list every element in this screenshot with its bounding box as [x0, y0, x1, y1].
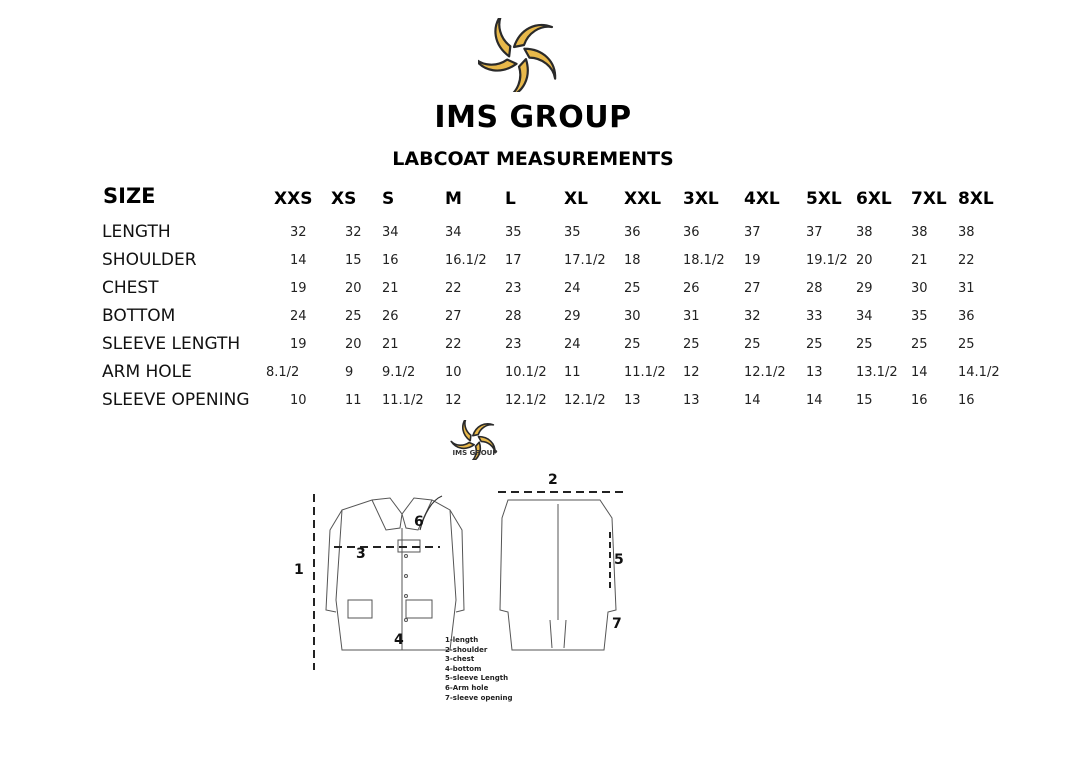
table-cell: 34: [856, 309, 873, 324]
size-column-header: S: [382, 189, 395, 209]
table-cell: 21: [911, 253, 928, 268]
table-cell: 29: [564, 309, 581, 324]
table-cell: 25: [806, 337, 823, 352]
table-cell: 10.1/2: [505, 365, 547, 380]
legend-item: 2-shoulder: [445, 645, 488, 654]
table-cell: 16: [958, 393, 975, 408]
table-cell: 24: [564, 337, 581, 352]
table-cell: 19: [744, 253, 761, 268]
marker-6: 6: [414, 514, 424, 530]
measurement-label: CHEST: [102, 278, 159, 298]
size-column-header: XXL: [624, 189, 662, 209]
table-cell: 25: [958, 337, 975, 352]
table-cell: 8.1/2: [266, 365, 300, 380]
table-cell: 29: [856, 281, 873, 296]
table-cell: 25: [911, 337, 928, 352]
size-column-header: XL: [564, 189, 588, 209]
legend-item: 6-Arm hole: [445, 683, 489, 692]
table-cell: 35: [911, 309, 928, 324]
table-cell: 14: [290, 253, 307, 268]
legend-item: 1-length: [445, 636, 479, 644]
table-cell: 17.1/2: [564, 253, 606, 268]
legend-item: 4-bottom: [445, 664, 482, 673]
diagram-legend: [445, 636, 513, 703]
table-cell: 19: [290, 281, 307, 296]
measurement-label: ARM HOLE: [102, 362, 192, 382]
table-cell: 26: [683, 281, 700, 296]
table-cell: 16: [382, 253, 399, 268]
table-cell: 13: [683, 393, 700, 408]
table-cell: 9: [345, 365, 354, 380]
table-cell: 14: [911, 365, 928, 380]
table-cell: 13.1/2: [856, 365, 898, 380]
size-column-header: XS: [331, 189, 357, 209]
legend-item: 5-sleeve Length: [445, 674, 509, 683]
measurement-label: SLEEVE LENGTH: [102, 334, 241, 354]
table-cell: 35: [505, 225, 522, 240]
table-cell: 18.1/2: [683, 253, 725, 268]
table-cell: 25: [624, 337, 641, 352]
table-cell: 9.1/2: [382, 365, 416, 380]
table-cell: 20: [856, 253, 873, 268]
table-cell: 31: [958, 281, 975, 296]
table-cell: 20: [345, 337, 362, 352]
brand-name: IMS GROUP: [434, 100, 632, 135]
table-cell: 22: [445, 337, 462, 352]
table-cell: 10: [445, 365, 462, 380]
measurement-label: LENGTH: [102, 222, 171, 242]
marker-1: 1: [294, 562, 304, 578]
table-cell: 12.1/2: [564, 393, 606, 408]
marker-4: 4: [394, 632, 404, 648]
table-cell: 26: [382, 309, 399, 324]
table-cell: 18: [624, 253, 641, 268]
table-cell: 23: [505, 281, 522, 296]
table-cell: 32: [744, 309, 761, 324]
table-cell: 38: [856, 225, 873, 240]
table-cell: 20: [345, 281, 362, 296]
table-cell: 12: [445, 393, 462, 408]
measurement-label: BOTTOM: [102, 306, 176, 326]
size-column-header: XXS: [274, 189, 313, 209]
table-cell: 21: [382, 337, 399, 352]
table-cell: 24: [290, 309, 307, 324]
table-cell: 34: [382, 225, 399, 240]
table-cell: 30: [624, 309, 641, 324]
size-column-header: 7XL: [911, 189, 947, 209]
table-cell: 16: [911, 393, 928, 408]
table-cell: 32: [290, 225, 307, 240]
page-title: LABCOAT MEASUREMENTS: [392, 148, 674, 170]
table-cell: 12: [683, 365, 700, 380]
table-cell: 14.1/2: [958, 365, 1000, 380]
size-column-header: 6XL: [856, 189, 892, 209]
table-cell: 28: [505, 309, 522, 324]
table-cell: 19.1/2: [806, 253, 848, 268]
table-cell: 25: [683, 337, 700, 352]
legend-item: 7-sleeve opening: [445, 693, 513, 702]
size-column-header: 8XL: [958, 189, 994, 209]
table-cell: 30: [911, 281, 928, 296]
table-cell: 15: [856, 393, 873, 408]
table-cell: 33: [806, 309, 823, 324]
marker-7: 7: [612, 616, 622, 632]
size-column-header: M: [445, 189, 462, 209]
table-cell: 13: [806, 365, 823, 380]
measurement-label: SHOULDER: [102, 250, 197, 270]
marker-5: 5: [614, 552, 624, 568]
table-cell: 27: [445, 309, 462, 324]
table-cell: 22: [958, 253, 975, 268]
legend-item: 3-chest: [445, 655, 475, 664]
table-cell: 12.1/2: [744, 365, 786, 380]
marker-3: 3: [356, 546, 366, 562]
table-cell: 14: [744, 393, 761, 408]
table-cell: 13: [624, 393, 641, 408]
table-cell: 37: [806, 225, 823, 240]
table-cell: 19: [290, 337, 307, 352]
front-coat-outline: [336, 498, 456, 650]
table-cell: 38: [958, 225, 975, 240]
size-column-header: 4XL: [744, 189, 780, 209]
table-cell: 25: [624, 281, 641, 296]
table-cell: 11: [345, 393, 362, 408]
table-cell: 25: [345, 309, 362, 324]
table-cell: 11.1/2: [382, 393, 424, 408]
table-cell: 35: [564, 225, 581, 240]
table-cell: 36: [683, 225, 700, 240]
table-cell: 36: [624, 225, 641, 240]
small-logo-text: IMS GROUP: [452, 449, 498, 457]
size-header: SIZE: [103, 184, 156, 208]
table-cell: 25: [856, 337, 873, 352]
table-cell: 21: [382, 281, 399, 296]
table-cell: 34: [445, 225, 462, 240]
table-cell: 27: [744, 281, 761, 296]
ims-group-logo: [478, 18, 558, 92]
table-cell: 37: [744, 225, 761, 240]
table-cell: 31: [683, 309, 700, 324]
table-cell: 28: [806, 281, 823, 296]
table-cell: 11.1/2: [624, 365, 666, 380]
size-column-header: 5XL: [806, 189, 842, 209]
table-cell: 24: [564, 281, 581, 296]
table-cell: 38: [911, 225, 928, 240]
table-cell: 22: [445, 281, 462, 296]
size-column-header: L: [505, 189, 516, 209]
table-cell: 15: [345, 253, 362, 268]
table-cell: 23: [505, 337, 522, 352]
marker-2: 2: [548, 472, 558, 488]
table-cell: 17: [505, 253, 522, 268]
table-cell: 14: [806, 393, 823, 408]
measurement-label: SLEEVE OPENING: [102, 390, 250, 410]
table-cell: 36: [958, 309, 975, 324]
table-cell: 16.1/2: [445, 253, 487, 268]
table-cell: 32: [345, 225, 362, 240]
table-cell: 11: [564, 365, 581, 380]
table-cell: 12.1/2: [505, 393, 547, 408]
table-cell: 10: [290, 393, 307, 408]
size-column-header: 3XL: [683, 189, 719, 209]
table-cell: 25: [744, 337, 761, 352]
